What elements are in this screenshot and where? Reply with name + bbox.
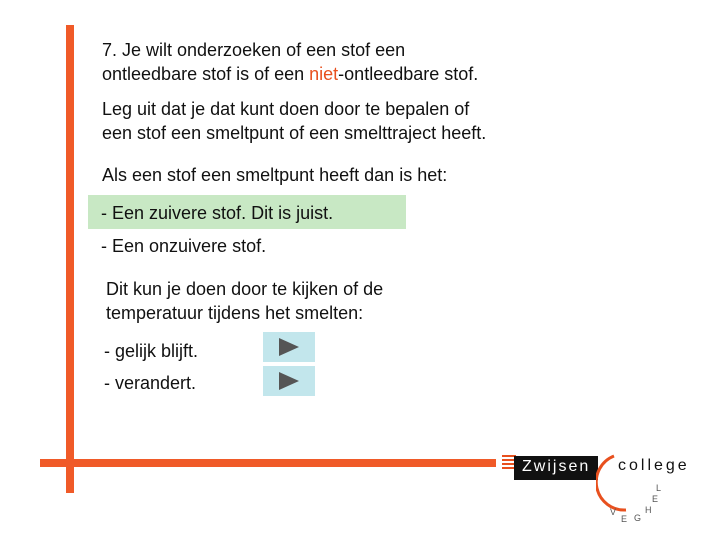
choice-verandert-label: - verandert. (104, 373, 197, 393)
question-text-pre: ontleedbare stof is of een (102, 64, 310, 84)
logo-arc-letter: H (645, 505, 652, 515)
play-icon (279, 338, 299, 356)
question-line-1: 7. Je wilt onderzoeken of een stof een (102, 40, 406, 60)
play-button-verandert[interactable] (263, 366, 315, 396)
logo-zwijsen (514, 456, 598, 480)
play-icon (279, 372, 299, 390)
logo-arc-letter: E (621, 514, 628, 524)
statement: Als een stof een smeltpunt heeft dan is het: (102, 165, 448, 185)
option-other[interactable]: - Een onzuivere stof. (101, 236, 267, 256)
option-correct[interactable] (88, 195, 406, 229)
highlight-word: niet (309, 64, 339, 84)
logo-college: college (618, 457, 690, 474)
choice-gelijk-label: - gelijk blijft. (104, 341, 199, 361)
logo-arc-letter: G (634, 513, 642, 523)
horizontal-accent-line (40, 459, 496, 467)
followup-line-1: Dit kun je doen door te kijken of de (106, 279, 384, 299)
play-button-gelijk[interactable] (263, 332, 315, 362)
followup-line-2: temperatuur tijdens het smelten: (106, 303, 364, 323)
logo-left-word: Zwijsen (522, 458, 591, 475)
logo-arc-letter: E (652, 494, 659, 504)
option-correct-label: - Een zuivere stof. Dit is juist. (101, 203, 334, 223)
logo-arc-letter: V (610, 507, 617, 517)
instruction-line-2: een stof een smeltpunt of een smelttraject heeft. (102, 123, 487, 143)
vertical-accent-line (66, 25, 74, 493)
instruction-line-1: Leg uit dat je dat kunt doen door te bepalen of (102, 99, 470, 119)
logo-arc-letter: L (656, 483, 662, 493)
question-line-2 (102, 62, 478, 86)
question-text-post: -ontleedbare stof. (338, 64, 479, 84)
